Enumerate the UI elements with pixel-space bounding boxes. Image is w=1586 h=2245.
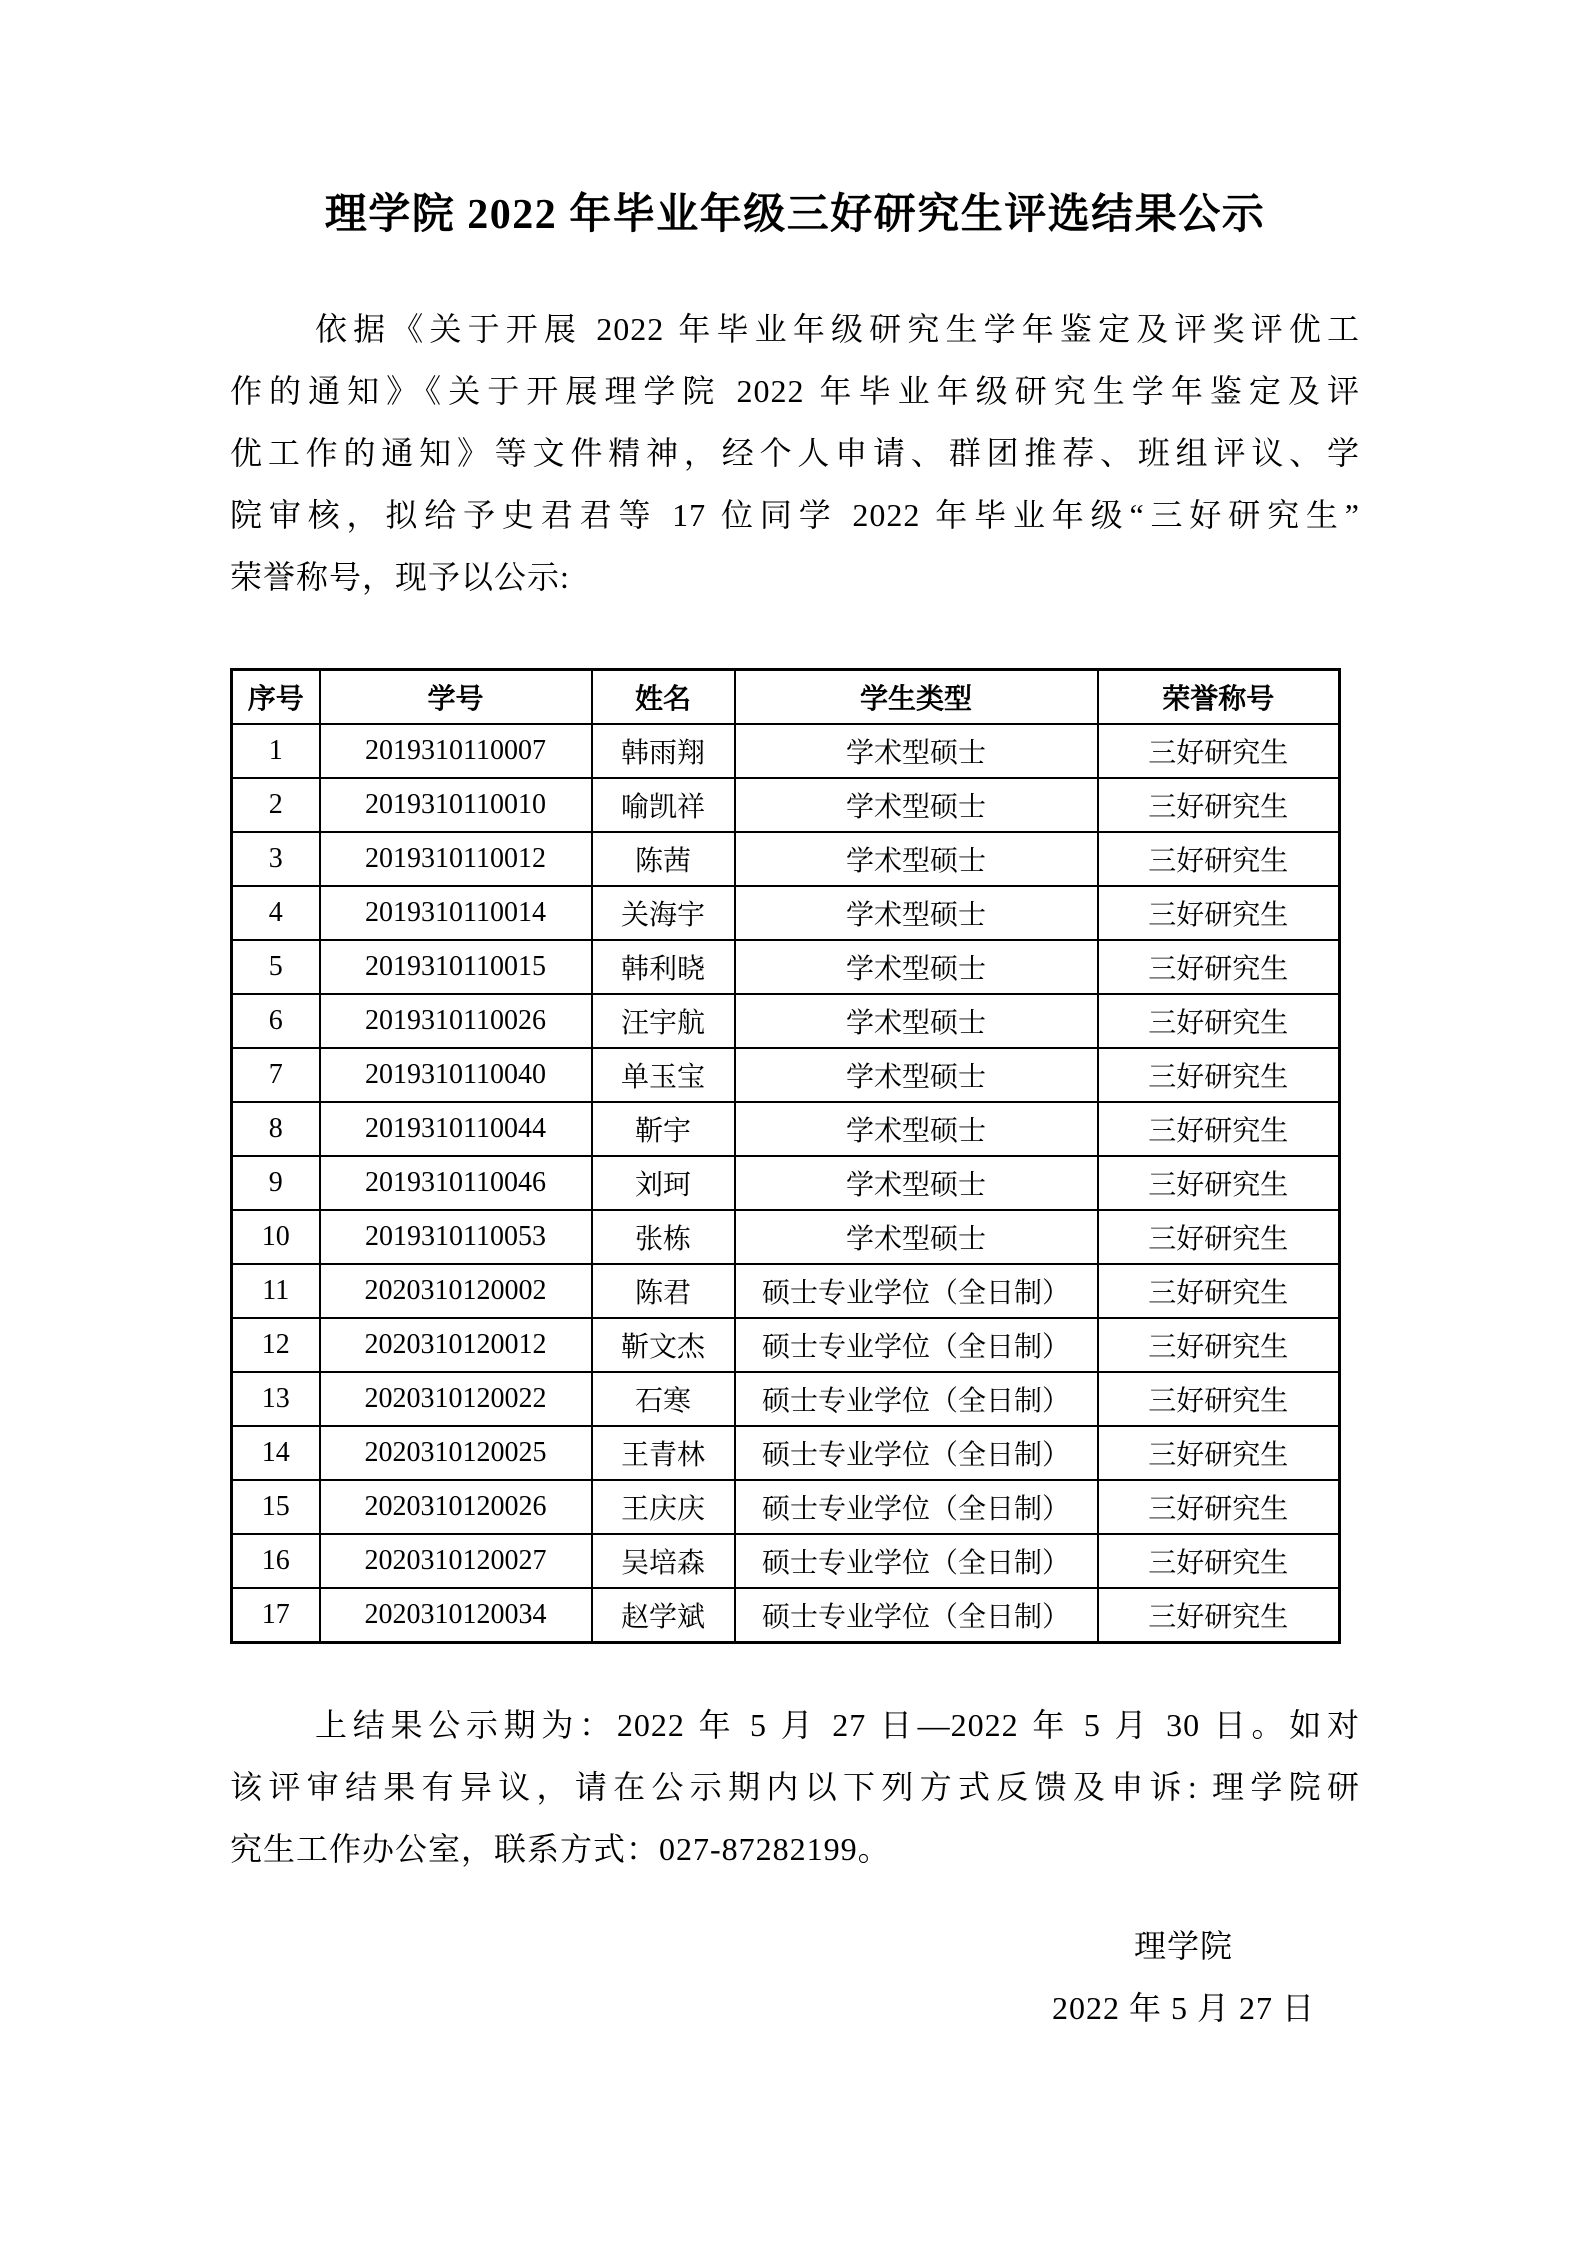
cell-seq: 13 <box>232 1372 320 1426</box>
cell-name: 陈茜 <box>592 832 735 886</box>
header-name: 姓名 <box>592 670 735 725</box>
paragraph-line: 院审核，拟给予史君君等 17 位同学 2022 年毕业年级“三好研究生” <box>230 497 1360 533</box>
table-row <box>232 886 1340 940</box>
cell-honor-title: 三好研究生 <box>1098 1048 1340 1102</box>
cell-student-type: 硕士专业学位（全日制） <box>735 1534 1098 1588</box>
cell-student-id: 2019310110040 <box>320 1048 592 1102</box>
cell-student-type: 学术型硕士 <box>735 724 1098 778</box>
header-student-id: 学号 <box>320 670 592 725</box>
cell-student-type: 学术型硕士 <box>735 886 1098 940</box>
table-row <box>232 1264 1340 1318</box>
cell-name: 韩雨翔 <box>592 724 735 778</box>
cell-honor-title: 三好研究生 <box>1098 1372 1340 1426</box>
cell-honor-title: 三好研究生 <box>1098 724 1340 778</box>
cell-student-type: 硕士专业学位（全日制） <box>735 1480 1098 1534</box>
cell-student-id: 2020310120026 <box>320 1480 592 1534</box>
cell-student-type: 硕士专业学位（全日制） <box>735 1372 1098 1426</box>
paragraph-line: 上结果公示期为：2022 年 5 月 27 日—2022 年 5 月 30 日。如对 <box>315 1707 1360 1743</box>
cell-honor-title: 三好研究生 <box>1098 1102 1340 1156</box>
cell-name: 赵学斌 <box>592 1588 735 1643</box>
cell-name: 王青林 <box>592 1426 735 1480</box>
cell-student-id: 2019310110044 <box>320 1102 592 1156</box>
cell-seq: 14 <box>232 1426 320 1480</box>
cell-student-type: 学术型硕士 <box>735 1048 1098 1102</box>
header-seq: 序号 <box>232 670 320 725</box>
cell-name: 吴培森 <box>592 1534 735 1588</box>
cell-student-id: 2019310110012 <box>320 832 592 886</box>
cell-honor-title: 三好研究生 <box>1098 994 1340 1048</box>
page-title: 理学院 2022 年毕业年级三好研究生评选结果公示 <box>324 192 1266 238</box>
cell-student-id: 2019310110026 <box>320 994 592 1048</box>
cell-student-type: 学术型硕士 <box>735 1210 1098 1264</box>
cell-honor-title: 三好研究生 <box>1098 940 1340 994</box>
cell-name: 张栋 <box>592 1210 735 1264</box>
cell-student-id: 2020310120034 <box>320 1588 592 1643</box>
table-row <box>232 1588 1340 1643</box>
cell-student-id: 2019310110010 <box>320 778 592 832</box>
cell-name: 汪宇航 <box>592 994 735 1048</box>
cell-honor-title: 三好研究生 <box>1098 1210 1340 1264</box>
cell-honor-title: 三好研究生 <box>1098 1318 1340 1372</box>
paragraph-line: 依据《关于开展 2022 年毕业年级研究生学年鉴定及评奖评优工 <box>315 311 1360 347</box>
cell-name: 刘珂 <box>592 1156 735 1210</box>
cell-student-type: 学术型硕士 <box>735 994 1098 1048</box>
cell-student-type: 学术型硕士 <box>735 778 1098 832</box>
table-row <box>232 1102 1340 1156</box>
cell-student-type: 硕士专业学位（全日制） <box>735 1318 1098 1372</box>
table-row <box>232 1156 1340 1210</box>
table-row <box>232 778 1340 832</box>
cell-name: 韩利晓 <box>592 940 735 994</box>
cell-honor-title: 三好研究生 <box>1098 1156 1340 1210</box>
cell-student-type: 学术型硕士 <box>735 832 1098 886</box>
cell-student-id: 2019310110015 <box>320 940 592 994</box>
table-row <box>232 1048 1340 1102</box>
cell-seq: 1 <box>232 724 320 778</box>
cell-seq: 11 <box>232 1264 320 1318</box>
results-table-body <box>232 724 1340 1643</box>
cell-honor-title: 三好研究生 <box>1098 832 1340 886</box>
cell-honor-title: 三好研究生 <box>1098 778 1340 832</box>
cell-honor-title: 三好研究生 <box>1098 1534 1340 1588</box>
cell-seq: 6 <box>232 994 320 1048</box>
cell-name: 单玉宝 <box>592 1048 735 1102</box>
table-row <box>232 1210 1340 1264</box>
paragraph-line: 作的通知》《关于开展理学院 2022 年毕业年级研究生学年鉴定及评 <box>230 373 1360 409</box>
table-row <box>232 1480 1340 1534</box>
intro-paragraph <box>230 298 1360 608</box>
cell-seq: 8 <box>232 1102 320 1156</box>
cell-student-type: 学术型硕士 <box>735 1156 1098 1210</box>
cell-student-id: 2019310110014 <box>320 886 592 940</box>
table-row <box>232 724 1340 778</box>
results-table <box>230 668 1341 1644</box>
cell-name: 王庆庆 <box>592 1480 735 1534</box>
cell-student-id: 2019310110046 <box>320 1156 592 1210</box>
cell-student-id: 2019310110007 <box>320 724 592 778</box>
cell-student-type: 硕士专业学位（全日制） <box>735 1426 1098 1480</box>
cell-name: 石寒 <box>592 1372 735 1426</box>
cell-student-id: 2020310120022 <box>320 1372 592 1426</box>
cell-seq: 16 <box>232 1534 320 1588</box>
cell-honor-title: 三好研究生 <box>1098 1480 1340 1534</box>
cell-honor-title: 三好研究生 <box>1098 1588 1340 1643</box>
paragraph-line: 优工作的通知》等文件精神，经个人申请、群团推荐、班组评议、学 <box>230 435 1360 471</box>
cell-seq: 15 <box>232 1480 320 1534</box>
cell-student-type: 学术型硕士 <box>735 1102 1098 1156</box>
cell-honor-title: 三好研究生 <box>1098 1426 1340 1480</box>
cell-seq: 9 <box>232 1156 320 1210</box>
table-row <box>232 1426 1340 1480</box>
signature-organization: 理学院 <box>1133 1928 1233 1964</box>
cell-seq: 10 <box>232 1210 320 1264</box>
table-row <box>232 994 1340 1048</box>
cell-student-id: 2019310110053 <box>320 1210 592 1264</box>
cell-name: 喻凯祥 <box>592 778 735 832</box>
paragraph-line: 荣誉称号，现予以公示: <box>230 559 570 595</box>
cell-student-id: 2020310120025 <box>320 1426 592 1480</box>
cell-name: 陈君 <box>592 1264 735 1318</box>
table-row <box>232 832 1340 886</box>
cell-student-type: 学术型硕士 <box>735 940 1098 994</box>
cell-seq: 5 <box>232 940 320 994</box>
table-row <box>232 1318 1340 1372</box>
cell-honor-title: 三好研究生 <box>1098 1264 1340 1318</box>
cell-seq: 2 <box>232 778 320 832</box>
cell-student-id: 2020310120027 <box>320 1534 592 1588</box>
cell-student-id: 2020310120002 <box>320 1264 592 1318</box>
cell-seq: 17 <box>232 1588 320 1643</box>
cell-student-type: 硕士专业学位（全日制） <box>735 1588 1098 1643</box>
cell-student-id: 2020310120012 <box>320 1318 592 1372</box>
cell-name: 靳文杰 <box>592 1318 735 1372</box>
table-header-row <box>232 670 1340 725</box>
cell-name: 靳宇 <box>592 1102 735 1156</box>
header-student-type: 学生类型 <box>735 670 1098 725</box>
paragraph-line: 究生工作办公室，联系方式：027-87282199。 <box>230 1831 891 1867</box>
signature-block <box>1052 1915 1315 2039</box>
cell-name: 关海宇 <box>592 886 735 940</box>
cell-seq: 7 <box>232 1048 320 1102</box>
cell-seq: 4 <box>232 886 320 940</box>
signature-date: 2022 年 5 月 27 日 <box>1051 1990 1315 2026</box>
cell-student-type: 硕士专业学位（全日制） <box>735 1264 1098 1318</box>
table-row <box>232 1534 1340 1588</box>
cell-seq: 12 <box>232 1318 320 1372</box>
paragraph-line: 该评审结果有异议，请在公示期内以下列方式反馈及申诉: 理学院研 <box>230 1769 1360 1805</box>
header-honor-title: 荣誉称号 <box>1098 670 1340 725</box>
cell-honor-title: 三好研究生 <box>1098 886 1340 940</box>
cell-seq: 3 <box>232 832 320 886</box>
table-row <box>232 1372 1340 1426</box>
table-row <box>232 940 1340 994</box>
closing-paragraph <box>230 1694 1360 1880</box>
